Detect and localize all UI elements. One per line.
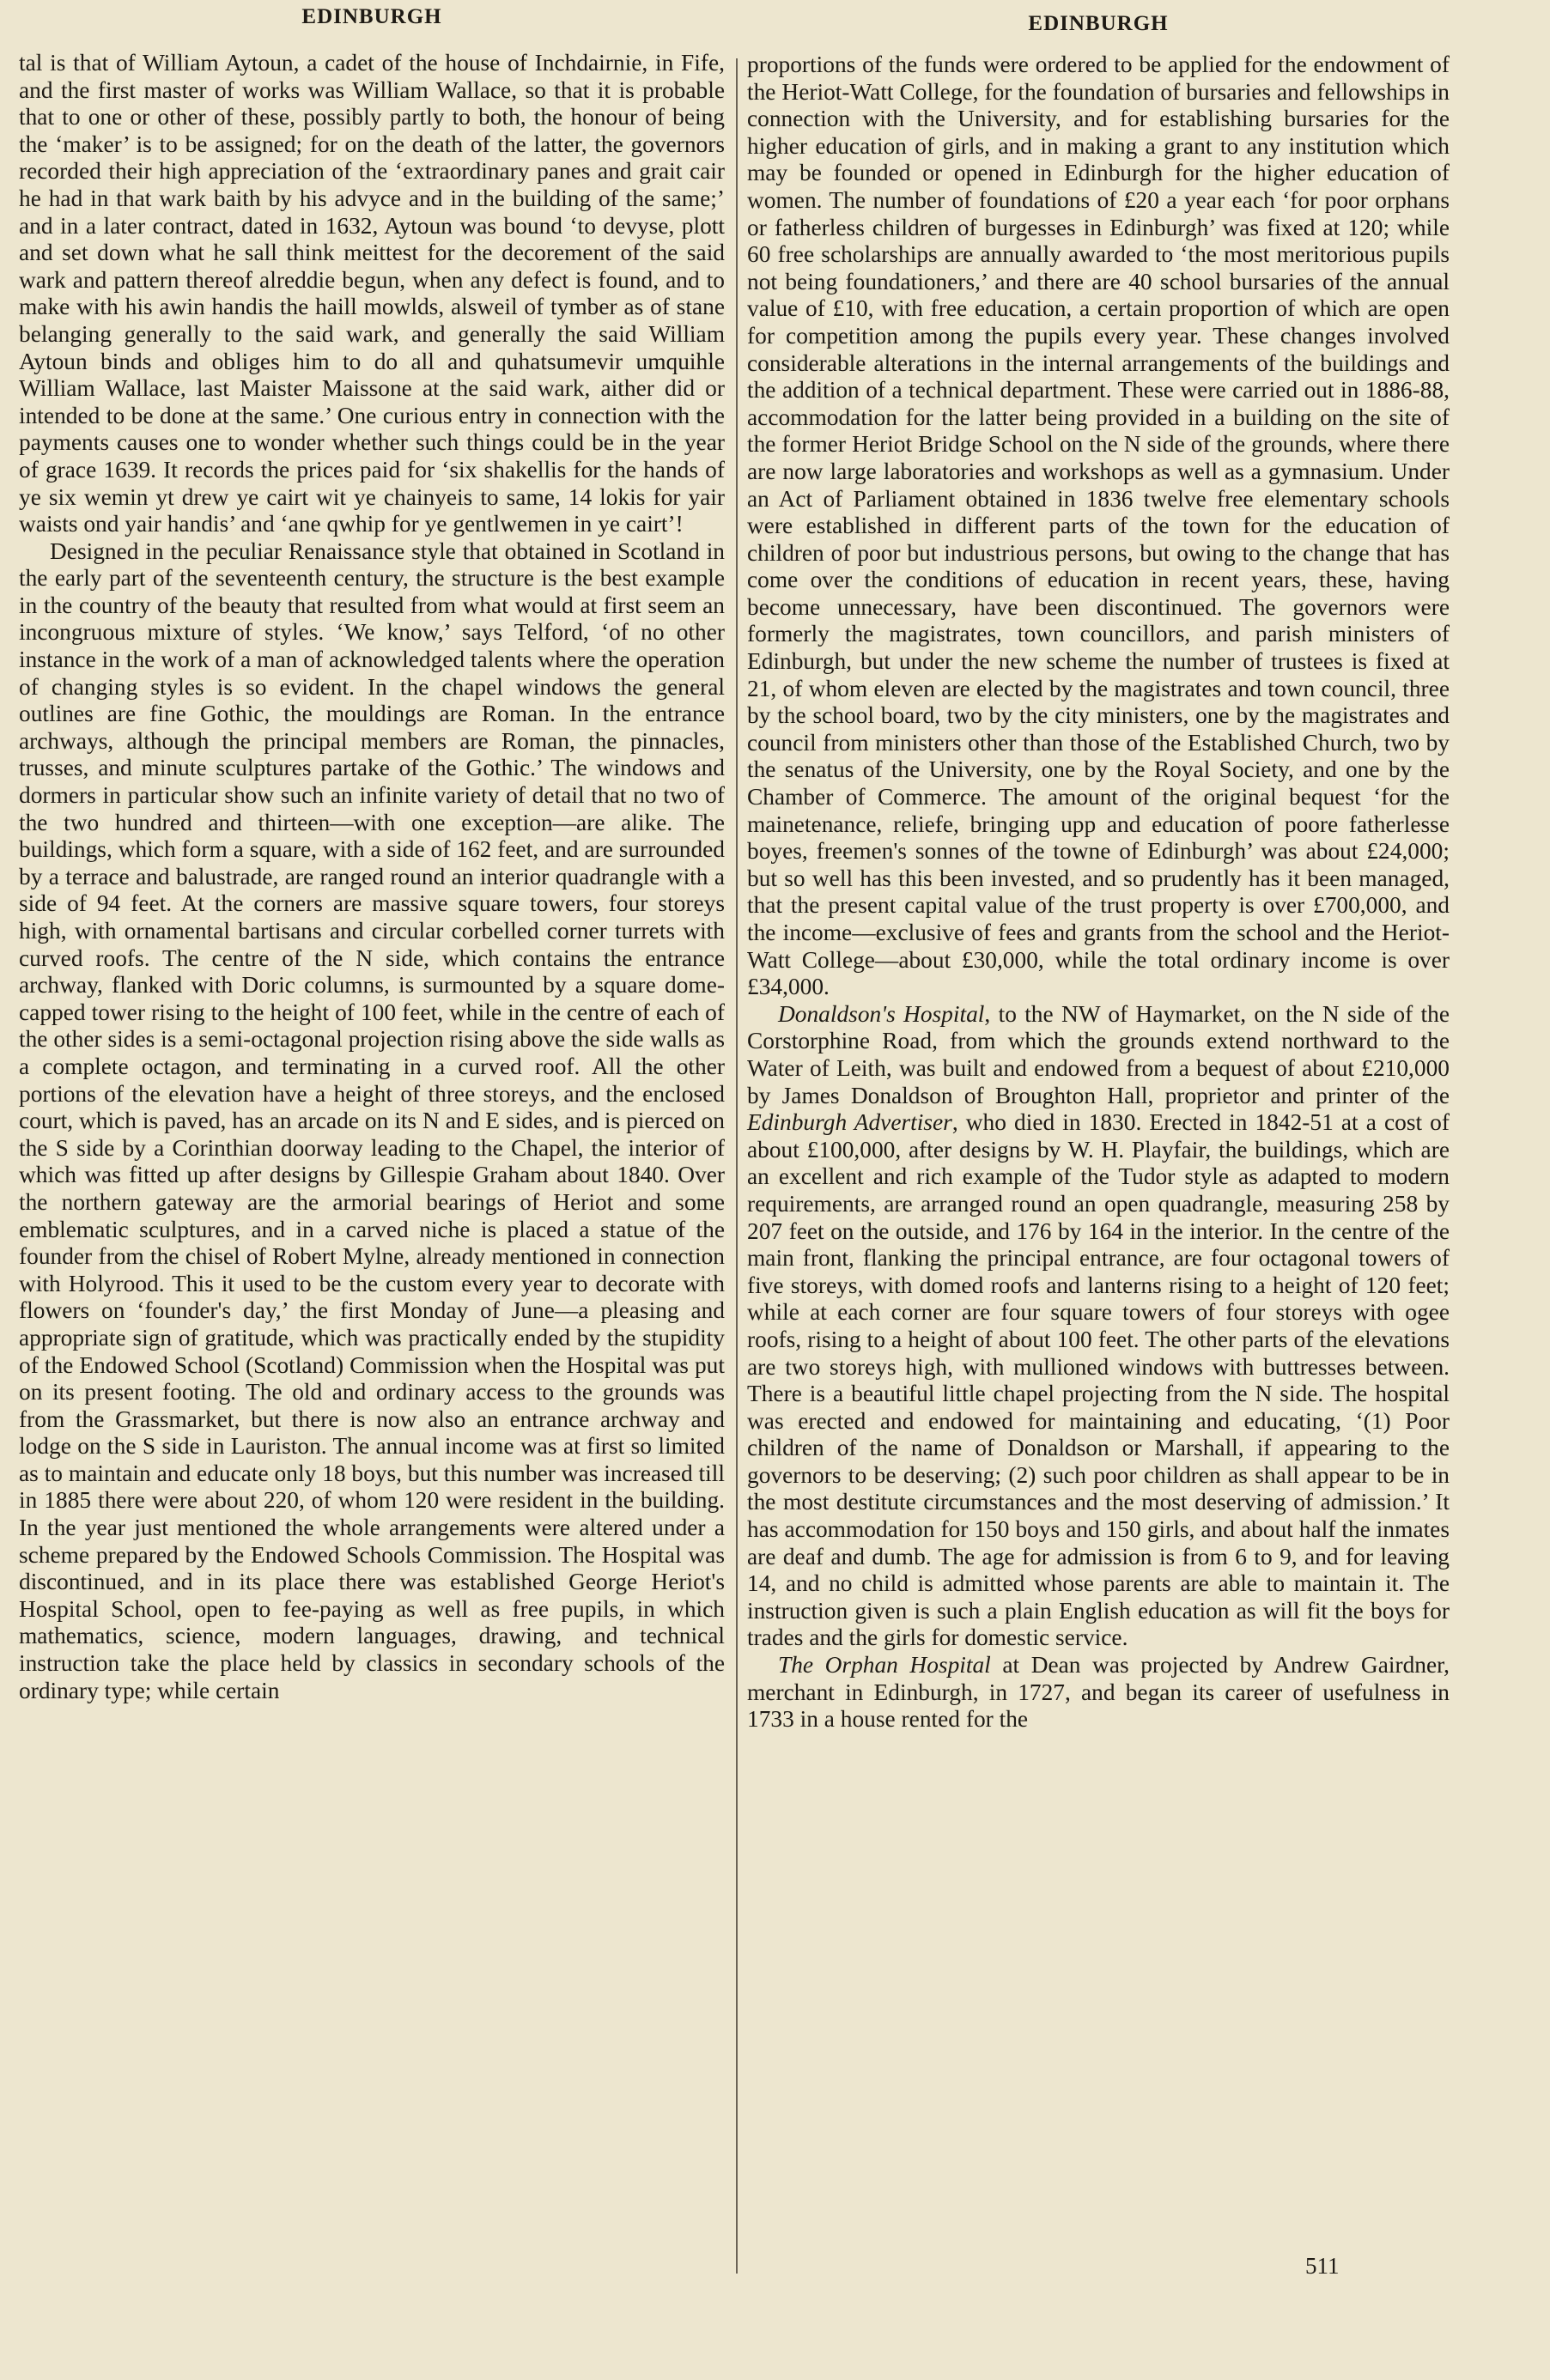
orphan-hospital-title: The Orphan Hospital	[778, 1652, 991, 1679]
right-running-header: EDINBURGH	[1028, 12, 1169, 35]
right-column	[747, 0, 1450, 2380]
donaldsons-text-a: , to the NW of Haymarket, on the N side of the Corstorphine Road, from which the grounds extend northward to the Water of Leith, was built and endowed from a bequest of about £210,000 by James Donaldson of Broughton Hall, proprietor and printer of the	[747, 1000, 1450, 1108]
donaldsons-hospital-title: Donaldson's Hospital	[778, 1000, 985, 1027]
right-paragraph-1: proportions of the funds were ordered to be applied for the endowment of the Heriot-Watt College, for the foundation of bursaries and fellowships in connection with the University, and for establishing bursaries for the higher education of girls, and in making a grant to any institution which may be founded or opened in Edinburgh for the higher education of women. The number of foundations of £20 a year each ‘for poor orphans or fatherless children of burgesses in Edinburgh’ was fixed at 120; while 60 free scholarships are annually awarded to ‘the most meritorious pupils not being foundationers,’ and there are 40 school bursaries of the annual value of £10, with free education, a certain proportion of which are open for competition among the pupils every year. These changes involved considerable alterations in the internal arrangements of the buildings and the addition of a technical department. These were carried out in 1886-88, accommodation for the latter being provided in a building on the site of the former Heriot Bridge School on the N side of the grounds, where there are now large laboratories and workshops as well as a gymnasium. Under an Act of Parliament obtained in 1836 twelve free elementary schools were established in different parts of the town for the education of children of poor but industrious persons, but owing to the change that has come over the conditions of education in recent years, these, having become unnecessary, have been discontinued. The governors were formerly the magistrates, town councillors, and parish ministers of Edinburgh, but under the new scheme the number of trustees is fixed at 21, of whom eleven are elected by the magistrates and town council, three by the school board, two by the city ministers, one by the magistrates and council from ministers other than those of the Established Church, two by the senatus of the University, one by the Royal Society, and one by the Chamber of Commerce. The amount of the original bequest ‘for the mainetenance, reliefe, bringing upp and education of poore fatherlesse boyes, freemen's sonnes of the towne of Edinburgh’ was about £24,000; but so well has this been invested, and so prudently has it been managed, that the present capital value of the trust property is over £700,000, and the income—exclusive of fees and grants from the school and the Heriot-Watt College—about £30,000, while the total ordinary income is over £34,000.	[747, 52, 1450, 1000]
left-column	[19, 0, 725, 2380]
left-paragraph-2: Designed in the peculiar Renaissance style that obtained in Scotland in the early part of the seventeenth century, the structure is the best example in the country of the beauty that resulted from what would at first seem an incongruous mixture of styles. ‘We know,’ says Telford, ‘of no other instance in the work of a man of acknowledged talents where the operation of changing styles is so evident. In the chapel windows the general outlines are fine Gothic, the mouldings are Roman. In the entrance archways, although the principal members are Roman, the pinnacles, trusses, and minute sculptures partake of the Gothic.’ The windows and dormers in particular show such an infinite variety of detail that no two of the two hundred and thirteen—with one exception—are alike. The buildings, which form a square, with a side of 162 feet, and are surrounded by a terrace and balustrade, are ranged round an interior quadrangle with a side of 94 feet. At the corners are massive square towers, four storeys high, with ornamental bartisans and circular corbelled corner turrets with curved roofs. The centre of the N side, which contains the entrance archway, flanked with Doric columns, is surmounted by a square dome-capped tower rising to the height of 100 feet, while in the centre of each of the other sides is a semi-octagonal projection rising above the side walls as a complete octagon, and terminating in a curved roof. All the other portions of the elevation have a height of three storeys, and the enclosed court, which is paved, has an arcade on its N and E sides, and is pierced on the S side by a Corinthian doorway leading to the Chapel, the interior of which was fitted up after designs by Gillespie Graham about 1840. Over the northern gateway are the armorial bearings of Heriot and some emblematic sculptures, and in a carved niche is placed a statue of the founder from the chisel of Robert Mylne, already mentioned in connection with Holyrood. This it used to be the custom every year to decorate with flowers on ‘founder's day,’ the first Monday of June—a pleasing and appropriate sign of gratitude, which was practically ended by the stupidity of the Endowed School (Scotland) Commission when the Hospital was put on its present footing. The old and ordinary access to the grounds was from the Grassmarket, but there is now also an entrance archway and lodge on the S side in Lauriston. The annual income was at first so limited as to maintain and educate only 18 boys, but this number was increased till in 1885 there were about 220, of whom 120 were resident in the building. In the year just mentioned the whole arrangements were altered under a scheme prepared by the Endowed Schools Commission. The Hospital was discontinued, and in its place there was established George Heriot's Hospital School, open to fee-paying as well as free pupils, in which mathematics, science, modern languages, drawing, and technical instruction take the place held by classics in secondary schools of the ordinary type; while certain	[19, 537, 725, 1703]
right-paragraph-donaldsons	[747, 1001, 1450, 1652]
right-column-text	[747, 52, 1450, 1733]
orphan-hospital-text: at Dean was projected by Andrew Gairdner, merchant in Edinburgh, in 1727, and began its career of usefulness in 1733 in a house rented for the	[747, 1652, 1450, 1733]
column-divider	[736, 58, 738, 2274]
left-paragraph-1: tal is that of William Aytoun, a cadet of the house of Inchdairnie, in Fife, and the first master of works was William Wallace, so that it is probable that to one or other of these, possibly partly to both, the honour of being the ‘maker’ is to be assigned; for on the death of the latter, the governors recorded their high appreciation of the ‘extraordinary panes and grait cair he had in that wark baith by his advyce and in the building of the same;’ and in a later contract, dated in 1632, Aytoun was bound ‘to devyse, plott and set down what he sall think meittest for the decorement of the said wark and pattern thereof alreddie begun, when any defect is found, and to make with his awin handis the haill mowlds, alsweil of tymber as of stane belanging generally to the said wark, and generally the said William Aytoun binds and obliges him to do all and quhatsumevir umquihle William Wallace, last Maister Maissone at the said wark, aither did or intended to be done at the same.’ One curious entry in connection with the payments causes one to wonder whether such things could be in the year of grace 1639. It records the prices paid for ‘six shakellis for the hands of ye six wemin yt drew ye cairt wit ye chainyeis to same, 14 lokis for yair waists ond yair handis’ and ‘ane qwhip for ye gentlwemen in ye cairt’!	[19, 50, 725, 537]
right-paragraph-orphan-hospital	[747, 1652, 1450, 1733]
left-running-header: EDINBURGH	[301, 5, 442, 28]
edinburgh-advertiser-title: Edinburgh Advertiser	[747, 1109, 952, 1136]
left-column-text	[19, 50, 725, 1704]
donaldsons-text-b: , who died in 1830. Erected in 1842-51 at a cost of about £100,000, after designs by W. H. Playfair, the buildings, which are an excellent and rich example of the Tudor style as adapted to modern requirements, are arranged round an open quadrangle, measuring 258 by 207 feet on the outside, and 176 by 164 in the interior. In the centre of the main front, flanking the principal entrance, are four octagonal towers of five storeys, with domed roofs and lanterns rising to a height of 120 feet; while at each corner are four square towers of four storeys with ogee roofs, rising to a height of about 100 feet. The other parts of the elevations are two storeys high, with mullioned windows with buttresses between. There is a beautiful little chapel projecting from the N side. The hospital was erected and endowed for maintaining and educating, ‘(1) Poor children of the name of Donaldson or Marshall, if appearing to the governors to be deserving; (2) such poor children as shall appear to be in the most destitute circumstances and the most deserving of admission.’ It has accommodation for 150 boys and 150 girls, and about half the inmates are deaf and dumb. The age for admission is from 6 to 9, and for leaving 14, and no child is admitted whose parents are able to maintain it. The instruction given is such a plain English education as will fit the boys for trades and the girls for domestic service.	[747, 1109, 1450, 1651]
page-number: 511	[1305, 2253, 1340, 2279]
